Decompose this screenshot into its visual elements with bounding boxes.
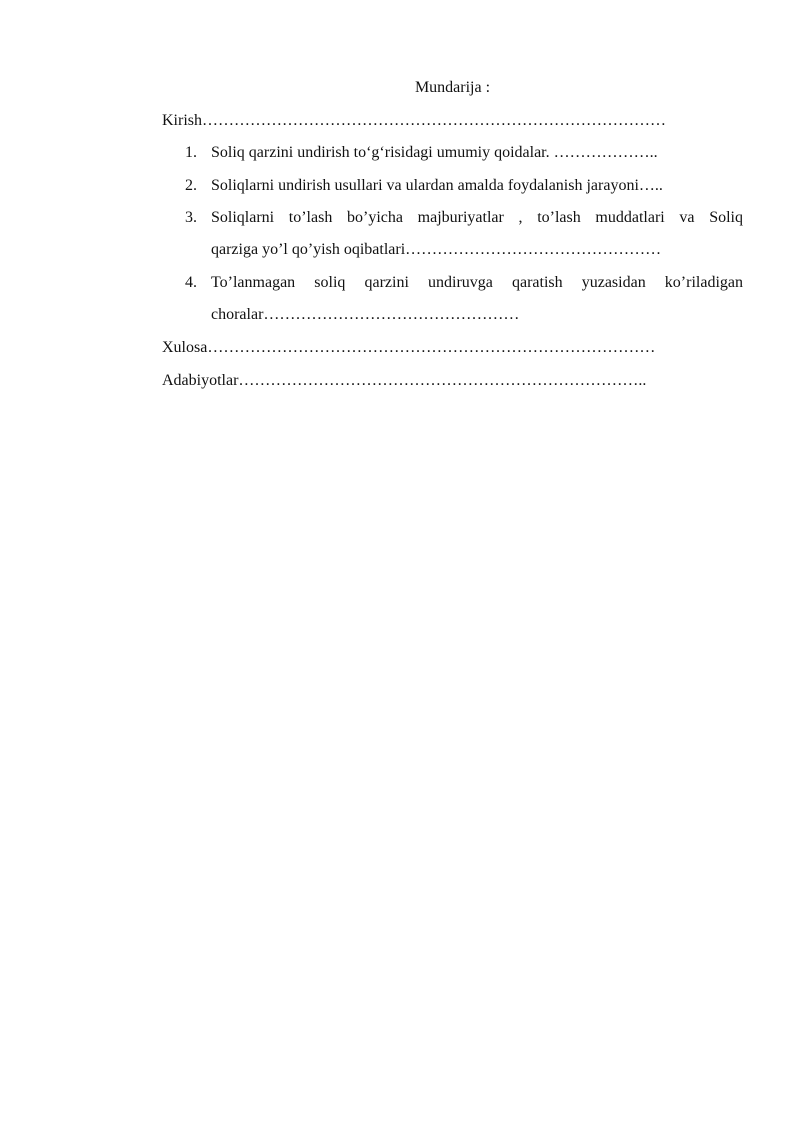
toc-entry-text: To’lanmagan soliq qarzini undiruvga qaratish yuzasidan ko’riladigan [211,274,743,291]
toc-entry-xulosa: Xulosa………………………………………………………………………… [162,339,656,356]
toc-entry-4 [185,273,743,327]
toc-entry-number: 3. [185,209,197,226]
toc-entry-text: Soliqlarni undirish usullari va ulardan amalda foydalanish jarayoni….. [211,177,663,194]
toc-entry-text: Soliqlarni to’lash bo’yicha majburiyatlar , to’lash muddatlari va Soliq [211,209,743,226]
toc-entry-2 [185,176,743,198]
toc-entry-kirish: Kirish…………………………………………………………………………… [162,112,666,129]
toc-entry-text-continued: choralar………………………………………… [211,306,520,323]
toc-entry-number: 2. [185,177,197,194]
toc-entry-text: Soliq qarzini undirish to‘g‘risidagi umumiy qoidalar. ……………….. [211,144,658,161]
toc-title: Mundarija : [414,79,491,96]
toc-entry-number: 1. [185,144,197,161]
toc-entry-text-continued: qarziga yo’l qo’yish oqibatlari………………………………………… [211,241,662,258]
toc-entry-3 [185,208,743,262]
toc-entry-number: 4. [185,274,197,291]
toc-entry-adabiyotlar: Adabiyotlar………………………………………………………………….. [162,372,647,389]
toc-entry-1 [185,143,743,165]
